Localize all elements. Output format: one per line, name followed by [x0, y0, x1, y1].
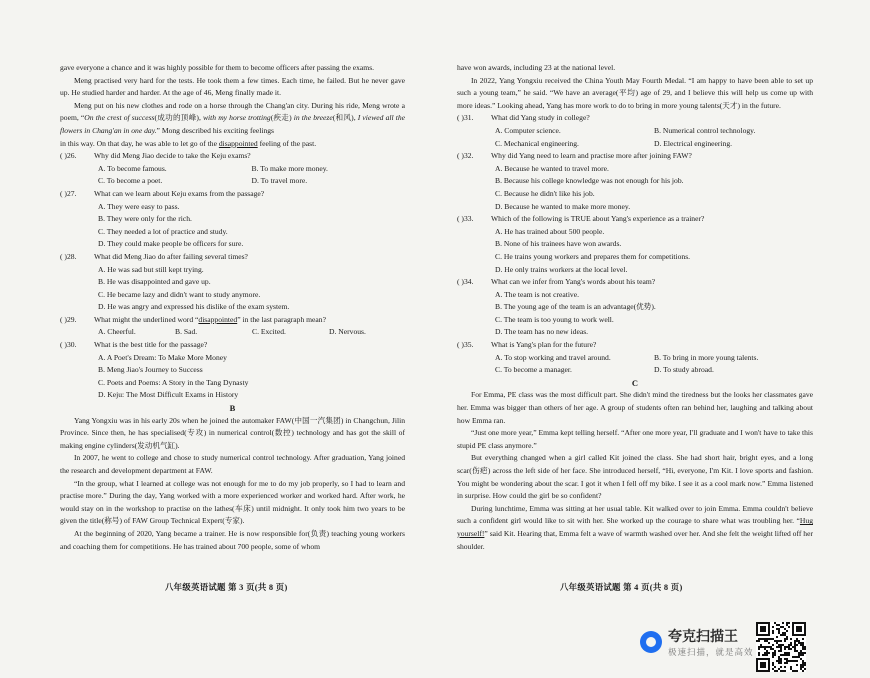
question-32 — [457, 150, 813, 213]
option: D. Keju: The Most Difficult Exams in History — [98, 390, 239, 400]
answer-blank[interactable]: ( )26. — [60, 151, 77, 161]
option: D. To travel more. — [251, 176, 308, 186]
paragraph: During lunchtime, Emma was sitting at her usual table. Kit walked over to join Emma. Emma couldn't believe such a confident girl would like to sit with her. She worked up the courage to share what was troubling her. “Hug yourself!” said Kit. Hearing that, Emma felt a wave of warmth washed over her. And she felt the weight lifted off her shoulder. — [457, 503, 813, 551]
poem-paragraph: Meng put on his new clothes and rode on a horse through the Chang'an city. During his ride, Meng wrote a poem, “On the crest of success(成功的顶峰), with my horse trotting(疾走) in the breeze(和风), I viewed all the flowers in Chang'an in one day.” Mong described his exciting feelings — [60, 100, 406, 135]
answer-blank[interactable]: ( )28. — [60, 251, 77, 261]
underlined-phrase: Hug yourself! — [457, 516, 813, 538]
qr-code-icon — [756, 622, 806, 672]
option: A. To stop working and travel around. — [495, 352, 611, 362]
option: C. The team is too young to work well. — [495, 314, 614, 324]
page-footer: 八年级英语试题 第 3 页(共 8 页) — [165, 583, 288, 592]
question-text: What did Yang study in college? — [491, 113, 590, 123]
option: B. To bring in more young talents. — [654, 352, 759, 362]
question-text: Why did Yang need to learn and practise more after joining FAW? — [491, 151, 692, 161]
paragraph: But everything changed when a girl called Kit joined the class. She had short hair, bright eyes, and a long scar(伤疤) across the left side of her face. She introduced herself, “Hi, everyone, I'm Kit. I love sports and fashion. You might be wondering about the scar. I got it when I fell off my bike. I see it as a cool mark now.” Emma listened in surprise. How could the girl be so confident? — [457, 453, 813, 501]
option: A. Because he wanted to travel more. — [495, 163, 609, 173]
option: B. The young age of the team is an advantage(优势). — [495, 302, 656, 312]
option: B. None of his trainees have won awards. — [495, 239, 622, 249]
option: B. Meng Jiao's Journey to Success — [98, 365, 203, 375]
answer-blank[interactable]: ( )31. — [457, 113, 474, 123]
option: B. Numerical control technology. — [654, 125, 756, 135]
paragraph: At the beginning of 2020, Yang became a trainer. He is now responsible for(负责) teaching young workers and coaching them for competitions. He has trained about 700 people, some of whom — [60, 528, 405, 551]
option: A. To become famous. — [98, 163, 167, 173]
option: A. The team is not creative. — [495, 289, 579, 299]
question-31 — [457, 112, 813, 150]
option: B. Sad. — [175, 327, 198, 337]
question-27 — [60, 188, 405, 251]
option: A. A Poet's Dream: To Make More Money — [98, 352, 227, 362]
question-29 — [60, 314, 405, 339]
option: B. They were only for the rich. — [98, 214, 192, 224]
watermark-slogan: 极速扫描，就是高效 — [668, 648, 754, 658]
question-28 — [60, 251, 405, 314]
question-33 — [457, 213, 813, 276]
question-text: What is the best title for the passage? — [94, 340, 208, 350]
question-text: What did Meng Jiao do after failing several times? — [94, 251, 248, 261]
option: A. Computer science. — [495, 125, 561, 135]
option: C. Excited. — [252, 327, 286, 337]
right-column — [457, 62, 813, 553]
option: A. He was sad but still kept trying. — [98, 264, 204, 274]
option: A. They were easy to pass. — [98, 201, 180, 211]
option: B. To make more money. — [251, 163, 328, 173]
option: D. Nervous. — [329, 327, 366, 337]
question-34 — [457, 276, 813, 339]
question-text: Which of the following is TRUE about Yang's experience as a trainer? — [491, 214, 705, 224]
paragraph: Yang Yongxiu was in his early 20s when he joined the automaker FAW(中国一汽集团) in Changchun, Jilin Province. Since then, he has specialised(专攻) in numerical control(数控) technology and has got the skill of making engine cylinders(发动机气缸). — [60, 415, 405, 450]
question-26 — [60, 150, 405, 188]
answer-blank[interactable]: ( )34. — [457, 277, 474, 287]
answer-blank[interactable]: ( )33. — [457, 214, 474, 224]
option: C. They needed a lot of practice and study. — [98, 226, 228, 236]
option: D. The team has no new ideas. — [495, 327, 589, 337]
answer-blank[interactable]: ( )32. — [457, 151, 474, 161]
option: B. Because his college knowledge was not enough for his job. — [495, 176, 684, 186]
section-heading: C — [631, 377, 639, 388]
option: D. He was angry and expressed his dislike of the exam system. — [98, 302, 290, 312]
option: D. They could make people be officers for sure. — [98, 239, 244, 249]
option: C. Mechanical engineering. — [495, 138, 579, 148]
page-footer: 八年级英语试题 第 4 页(共 8 页) — [560, 583, 683, 592]
option: C. Poets and Poems: A Story in the Tang Dynasty — [98, 377, 249, 387]
watermark-title: 夸克扫描王 — [668, 629, 738, 645]
paragraph: gave everyone a chance and it was highly possible for them to become officers after passing the exams. — [60, 63, 375, 72]
option: C. To become a poet. — [98, 176, 163, 186]
option: D. He only trains workers at the local level. — [495, 264, 628, 274]
option: D. Because he wanted to make more money. — [495, 201, 631, 211]
paragraph: Meng practised very hard for the tests. He took them a few times. Each time, he failed. But he never gave up. He studied harder and harder. At the age of 46, Meng finally made it. — [60, 75, 405, 98]
option: C. He became lazy and didn't want to study anymore. — [98, 289, 261, 299]
paragraph: In 2007, he went to college and chose to study numerical control technology. After graduation, Yang joined the research and development department at FAW. — [60, 453, 405, 475]
question-text: What might the underlined word “disappointed” in the last paragraph mean? — [94, 314, 326, 324]
paragraph: “In the group, what I learned at college was not enough for me to do my job properly, so I had to learn and practise more.” During the day, Yang worked with a more experienced worker and worked hard. After work, he would stay on in the workshop to practise on the lathes(车床) until midnight. It only took him two years to be given the title(称号) of FAW Group Technical Expert(专家). — [60, 478, 405, 526]
question-text: What can we learn about Keju exams from the passage? — [94, 188, 265, 198]
scanner-watermark — [640, 626, 754, 658]
paragraph: in this way. On that day, he was able to let go of the disappointed feeling of the past. — [60, 138, 317, 148]
question-35 — [457, 339, 813, 377]
answer-blank[interactable]: ( )29. — [60, 314, 77, 324]
question-text: Why did Meng Jiao decide to take the Keju exams? — [94, 151, 251, 161]
question-text: What can we infer from Yang's words about his team? — [491, 277, 656, 287]
answer-blank[interactable]: ( )27. — [60, 188, 77, 198]
paragraph: For Emma, PE class was the most difficult part. She didn't mind the tiredness but the looks her classmates gave her. Emma was bigger than others of her age. A group of students often ran behind her, laughing and talking about how Emma ran. — [457, 390, 813, 425]
section-heading: B — [229, 403, 236, 414]
paragraph: In 2022, Yang Yongxiu received the China Youth May Fourth Medal. “I am happy to have been able to set up such a young team,” he said. “We have an average(平均) age of 29, and I believe this will help us come up with more ideas.” Looking ahead, Yang has more work to do to bring in more young talents(天才) in the future. — [457, 75, 813, 110]
question-text: What is Yang's plan for the future? — [491, 340, 597, 350]
quark-logo-icon — [640, 631, 662, 653]
option: A. He has trained about 500 people. — [495, 226, 605, 236]
option: C. Because he didn't like his job. — [495, 188, 595, 198]
option: C. To become a manager. — [495, 365, 572, 375]
exam-page-4 — [435, 0, 870, 678]
option: A. Cheerful. — [98, 327, 136, 337]
left-column — [60, 62, 405, 553]
option: D. Electrical engineering. — [654, 138, 733, 148]
option: C. He trains young workers and prepares them for competitions. — [495, 251, 691, 261]
answer-blank[interactable]: ( )35. — [457, 340, 474, 350]
answer-blank[interactable]: ( )30. — [60, 340, 77, 350]
option: B. He was disappointed and gave up. — [98, 277, 211, 287]
paragraph: “Just one more year,” Emma kept telling herself. “After one more year, I'll graduate and I won't have to take this stupid PE class anymore.” — [457, 428, 813, 450]
underlined-word: disappointed — [218, 138, 258, 148]
question-30 — [60, 339, 405, 402]
option: D. To study abroad. — [654, 365, 714, 375]
paragraph: have won awards, including 23 at the national level. — [457, 63, 616, 72]
